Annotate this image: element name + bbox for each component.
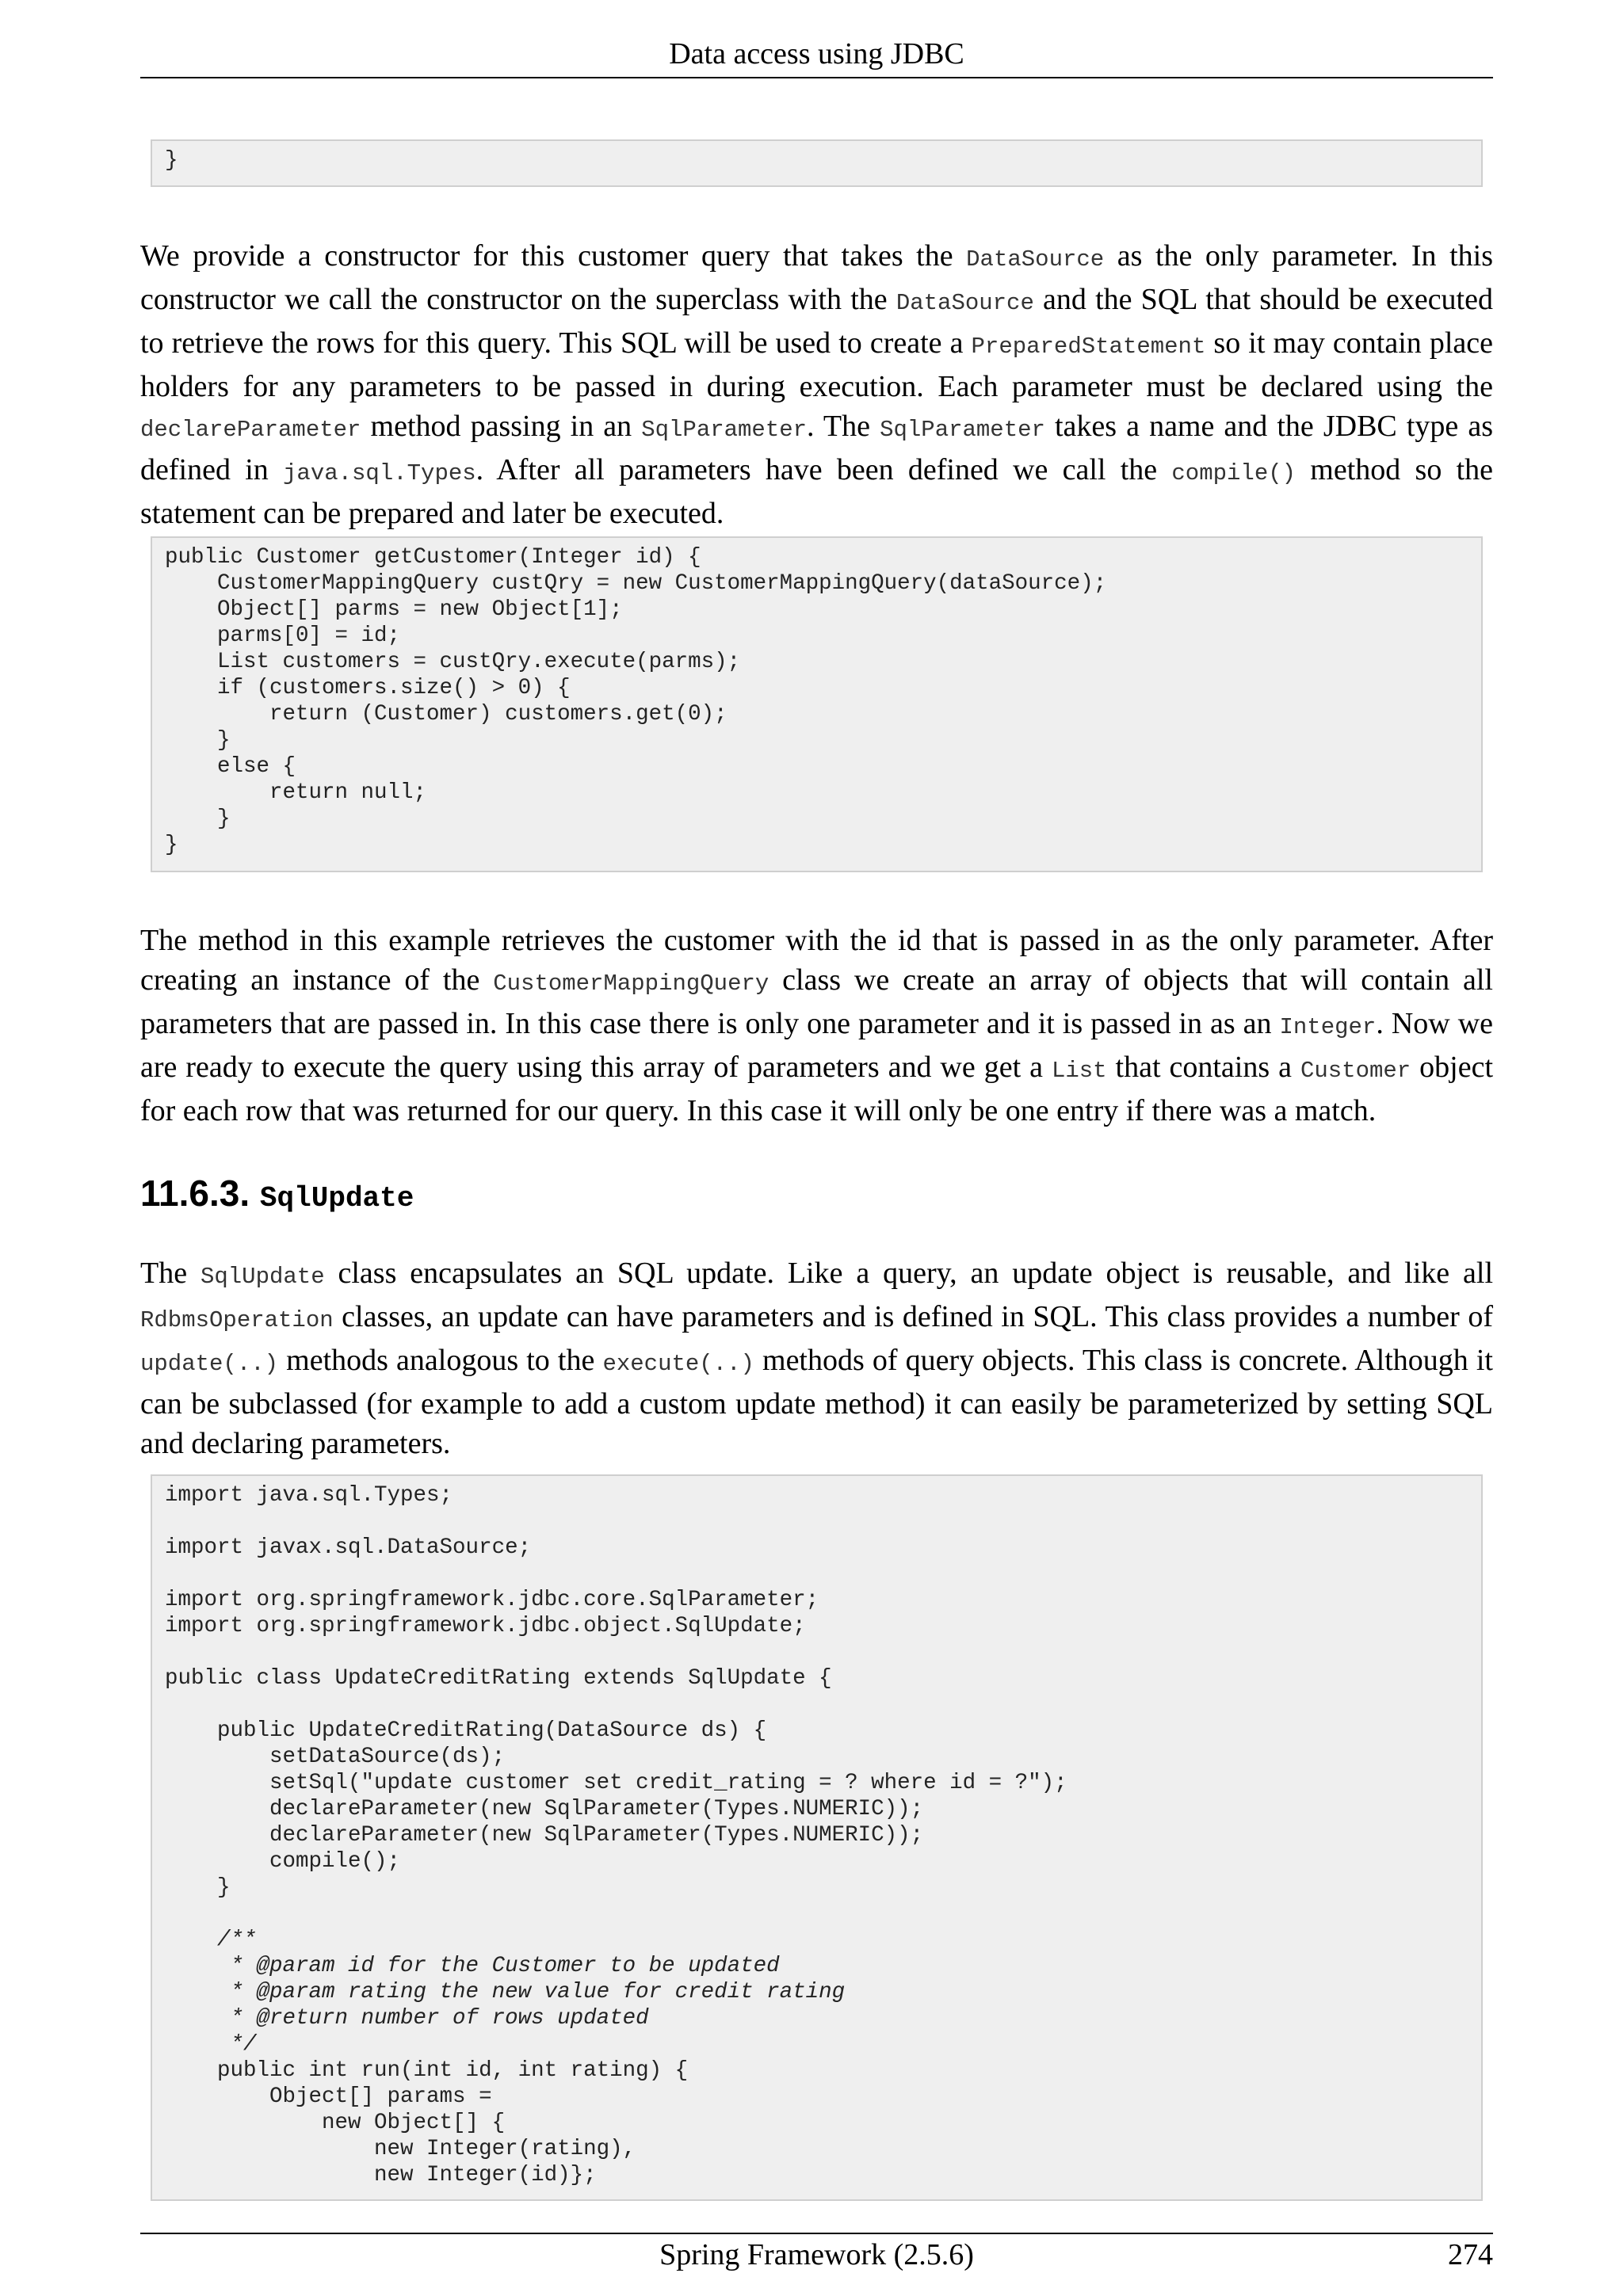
code-line: } [165,728,231,753]
code-line: new Integer(rating), [165,2137,636,2161]
code-line: return null; [165,780,427,805]
code-line: * @param id for the Customer to be updated [165,1954,780,1978]
running-header: Data access using JDBC [669,37,964,71]
code-line: */ [165,2032,257,2057]
code-line: * @param rating the new value for credit rating [165,1980,846,2004]
code-line: if (customers.size() > 0) { [165,676,571,700]
inline-code: SqlUpdate [200,1264,325,1290]
code-line: setDataSource(ds); [165,1745,506,1769]
code-line: import org.springframework.jdbc.core.SqlParameter; [165,1588,819,1612]
code-line: } [165,148,178,173]
inline-code: SqlParameter [880,417,1045,443]
code-block-fragment [151,139,1483,187]
inline-code: DataSource [896,290,1034,316]
page-number: 274 [1448,2238,1493,2271]
inline-code: update(..) [140,1351,279,1377]
code-line: public int run(int id, int rating) { [165,2058,689,2083]
inline-code: compile() [1171,460,1296,486]
code-line: new Integer(id)}; [165,2163,597,2187]
inline-code: PreparedStatement [971,334,1206,360]
code-line: /** [165,1928,257,1952]
inline-code: DataSource [966,246,1105,273]
code-line: import javax.sql.DataSource; [165,1535,532,1560]
footer-rule [140,2233,1493,2234]
section-number: 11.6.3. [140,1173,250,1214]
paragraph-method-description: The method in this example retrieves the customer with the id that is passed in as the only parameter. After creating an instance of the CustomerMappingQuery class we create an array of objects that will contain all parameters that are passed in. In this case there is only one parameter and it is passed in as an Integer. Now we are ready to execute the query using this array of parameters and we get a List that contains a Customer object for each row that was returned for our query. In this case it will only be one entry if there was a match. [140,924,1494,1127]
inline-code: Customer [1300,1058,1411,1084]
inline-code: RdbmsOperation [140,1307,334,1333]
code-line: import java.sql.Types; [165,1483,453,1508]
inline-code: SqlParameter [641,417,808,443]
code-line: CustomerMappingQuery custQry = new CustomerMappingQuery(dataSource); [165,571,1107,596]
section-heading [140,1171,414,1221]
code-line: } [165,1875,231,1900]
code-line: Object[] params = [165,2084,492,2109]
code-line: } [165,833,178,857]
code-line: parms[0] = id; [165,624,401,648]
code-line: import org.springframework.jdbc.object.SqlUpdate; [165,1614,806,1638]
paragraph-constructor-description: We provide a constructor for this customer query that takes the DataSource as the only parameter. In this constructor we call the constructor on the superclass with the DataSource and the SQL that should be executed to retrieve the rows for this query. This SQL will be used to create a PreparedStatement so it may contain place holders for any parameters to be passed in during execution. Each parameter must be declared using the declareParameter method passing in an SqlParameter. The SqlParameter takes a name and the JDBC type as defined in java.sql.Types. After all parameters have been defined we call the compile() method so the statement can be prepared and later be executed. [140,239,1493,530]
code-block-get-customer [151,536,1483,872]
section-title: SqlUpdate [259,1182,414,1215]
inline-code: execute(..) [602,1351,754,1377]
code-line: compile(); [165,1849,401,1874]
code-line: public UpdateCreditRating(DataSource ds) { [165,1718,767,1743]
code-line: else { [165,754,296,779]
inline-code: Integer [1279,1014,1377,1040]
paragraph-sqlupdate-description: The SqlUpdate class encapsulates an SQL update. Like a query, an update object is reusable, and like all RdbmsOperation classes, an update can have parameters and is defined in SQL. This class provides a number of update(..) methods analogous to the execute(..) methods of query objects. This class is concrete. Although it can be subclassed (for example to add a custom update method) it can easily be parameterized by setting SQL and declaring parameters. [140,1257,1493,1460]
code-block-update-credit-rating [151,1474,1483,2201]
code-line: Object[] parms = new Object[1]; [165,597,623,622]
running-footer: Spring Framework (2.5.6) [659,2238,974,2271]
code-line: declareParameter(new SqlParameter(Types.NUMERIC)); [165,1797,924,1821]
header-rule [140,77,1493,78]
code-line: setSql("update customer set credit_rating = ? where id = ?"); [165,1771,1067,1795]
code-line: declareParameter(new SqlParameter(Types.NUMERIC)); [165,1823,924,1848]
inline-code: CustomerMappingQuery [493,971,769,997]
code-line: List customers = custQry.execute(parms); [165,650,741,674]
inline-code: List [1051,1058,1107,1084]
code-line: * @return number of rows updated [165,2006,649,2031]
code-line: return (Customer) customers.get(0); [165,702,727,727]
code-line: public Customer getCustomer(Integer id) { [165,545,701,570]
inline-code: declareParameter [140,417,361,443]
code-line: } [165,807,231,831]
inline-code: java.sql.Types [283,460,476,486]
code-line: public class UpdateCreditRating extends SqlUpdate { [165,1666,832,1691]
code-line: new Object[] { [165,2111,506,2135]
